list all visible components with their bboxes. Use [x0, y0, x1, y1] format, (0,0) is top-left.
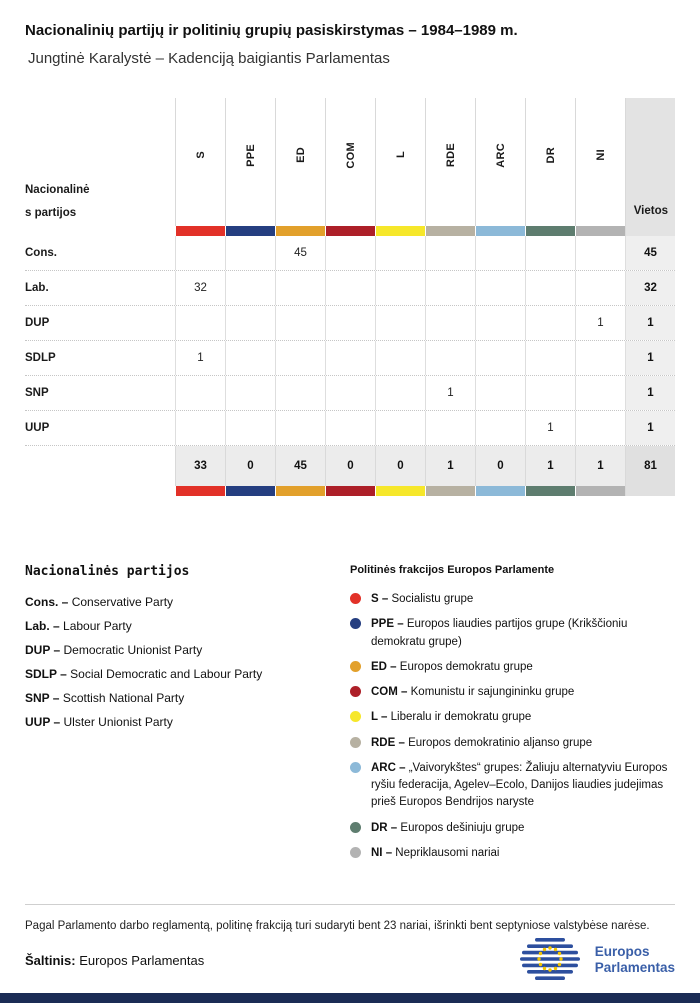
legend-dot-ed: [350, 661, 361, 672]
source-line: [25, 953, 204, 968]
column-header-ed: ED: [275, 98, 325, 226]
table-row: [25, 236, 675, 271]
total-cell: 1: [525, 446, 575, 486]
group-legend-heading: Politinės frakcijos Europos Parlamente: [350, 564, 555, 576]
column-header-com: COM: [325, 98, 375, 226]
value-cell: [525, 271, 575, 305]
legend-dot-s: [350, 593, 361, 604]
group-legend-item: RDE – Europos demokratinio aljanso grupe: [350, 735, 675, 752]
party-label: UUP: [25, 422, 50, 434]
seats-cell: 45: [625, 236, 675, 270]
color-bar-s: [175, 226, 225, 236]
total-cell: 0: [225, 446, 275, 486]
logo-line-2: Parlamentas: [594, 960, 675, 975]
seats-total-extension: [625, 486, 675, 496]
value-cell: [475, 236, 525, 270]
value-cell: [275, 341, 325, 375]
logo-wordmark: [595, 944, 675, 975]
value-cell: [275, 376, 325, 410]
party-legend-item: DUP – Democratic Unionist Party: [25, 643, 203, 657]
bottom-accent-bar: [0, 993, 700, 1003]
seats-cell: 1: [625, 411, 675, 445]
color-bar-rde: [425, 226, 475, 236]
color-bar-ppe: [225, 486, 275, 496]
column-header-s: S: [175, 98, 225, 226]
value-cell: [425, 236, 475, 270]
european-parliament-logo: [513, 937, 675, 983]
value-cell: [225, 341, 275, 375]
value-cell: [325, 271, 375, 305]
row-header-label: Nacionalinės partijos: [25, 184, 90, 219]
value-cell: [575, 376, 625, 410]
party-legend-heading: Nacionalinės partijos: [25, 564, 190, 579]
legend-dot-rde: [350, 737, 361, 748]
party-legend-item: UUP – Ulster Unionist Party: [25, 715, 173, 729]
color-bar-com: [325, 226, 375, 236]
value-cell: [275, 306, 325, 340]
group-legend-item: S – Socialistu grupe: [350, 591, 675, 608]
value-cell: [225, 376, 275, 410]
value-cell: [525, 341, 575, 375]
party-legend-item: SDLP – Social Democratic and Labour Party: [25, 667, 263, 681]
value-cell: [475, 306, 525, 340]
color-bar-com: [325, 486, 375, 496]
total-cell: 1: [425, 446, 475, 486]
color-bar-row-bottom: [25, 486, 675, 496]
spacer-cell: [25, 226, 175, 236]
seats-cell: 32: [625, 271, 675, 305]
value-cell: [325, 236, 375, 270]
value-cell: [325, 341, 375, 375]
value-cell: [325, 306, 375, 340]
value-cell: 1: [525, 411, 575, 445]
table-row: [25, 376, 675, 411]
legend-dot-arc: [350, 762, 361, 773]
value-cell: [175, 306, 225, 340]
group-legend-item: ED – Europos demokratu grupe: [350, 659, 675, 676]
party-legend: [25, 564, 350, 870]
value-cell: 45: [275, 236, 325, 270]
column-header-dr: DR: [525, 98, 575, 226]
value-cell: [225, 411, 275, 445]
color-bar-ppe: [225, 226, 275, 236]
group-legend-item: NI – Nepriklausomi nariai: [350, 845, 675, 862]
total-cell: 1: [575, 446, 625, 486]
value-cell: [475, 271, 525, 305]
color-bar-ed: [275, 226, 325, 236]
logo-line-1: Europos: [594, 944, 650, 960]
legend-dot-dr: [350, 822, 361, 833]
party-label: SDLP: [25, 352, 56, 364]
value-cell: [375, 236, 425, 270]
party-label: DUP: [25, 317, 50, 329]
value-cell: [425, 411, 475, 445]
table-row: [25, 306, 675, 341]
value-cell: [375, 271, 425, 305]
color-bar-ni: [575, 226, 625, 236]
value-cell: [325, 411, 375, 445]
color-bar-dr: [525, 226, 575, 236]
value-cell: [575, 271, 625, 305]
row-header-cell: [25, 98, 175, 226]
seats-table: [25, 98, 675, 496]
value-cell: [225, 271, 275, 305]
page-subtitle: Jungtinė Karalystė – Kadenciją baigiantis Parlamentas: [28, 50, 390, 67]
value-cell: [575, 236, 625, 270]
group-legend-item: ARC – „Vaivorykštes“ grupes: Žaliuju alternatyviu Europos ryšiu federacija, Agelev–Ecolo, Danijos liaudies judejimas prieš Europos Bendrijos naryste: [350, 760, 675, 812]
value-cell: [375, 411, 425, 445]
value-cell: [275, 411, 325, 445]
value-cell: [325, 376, 375, 410]
color-bar-row-top: [25, 226, 675, 236]
color-bar-arc: [475, 226, 525, 236]
value-cell: [425, 341, 475, 375]
total-cell: 33: [175, 446, 225, 486]
value-cell: [175, 376, 225, 410]
party-label: Lab.: [25, 282, 49, 294]
spacer-cell: [25, 486, 175, 496]
value-cell: [375, 341, 425, 375]
party-label: Cons.: [25, 247, 57, 259]
total-cell: 0: [475, 446, 525, 486]
table-header-row: [25, 98, 675, 226]
legend-dot-ni: [350, 847, 361, 858]
total-cell: 0: [325, 446, 375, 486]
color-bar-dr: [525, 486, 575, 496]
legend-dot-l: [350, 711, 361, 722]
totals-label-cell: [25, 446, 175, 486]
party-legend-item: Lab. – Labour Party: [25, 619, 132, 633]
value-cell: [475, 411, 525, 445]
value-cell: 1: [175, 341, 225, 375]
table-row: [25, 271, 675, 306]
divider: [25, 904, 675, 905]
value-cell: [475, 341, 525, 375]
value-cell: [525, 306, 575, 340]
group-legend-item: DR – Europos dešiniuju grupe: [350, 820, 675, 837]
group-legend-item: PPE – Europos liaudies partijos grupe (Krikščioniu demokratu grupe): [350, 616, 675, 651]
value-cell: [575, 411, 625, 445]
legend-dot-com: [350, 686, 361, 697]
value-cell: [175, 411, 225, 445]
footnote-text: Pagal Parlamento darbo reglamentą, politinę frakciją turi sudaryti bent 23 nariai, išrinkti bent septyniose valstybėse narėse.: [25, 920, 650, 932]
column-header-rde: RDE: [425, 98, 475, 226]
value-cell: [525, 236, 575, 270]
column-header-ppe: PPE: [225, 98, 275, 226]
color-bar-rde: [425, 486, 475, 496]
seats-cell: 1: [625, 341, 675, 375]
legend-section: [25, 564, 675, 870]
group-legend-item: COM – Komunistu ir sajungininku grupe: [350, 684, 675, 701]
value-cell: [225, 236, 275, 270]
column-header-ni: NI: [575, 98, 625, 226]
value-cell: [425, 306, 475, 340]
page-title: Nacionalinių partijų ir politinių grupių pasiskirstymas – 1984–1989 m.: [25, 22, 518, 39]
table-row: [25, 341, 675, 376]
party-legend-item: SNP – Scottish National Party: [25, 691, 185, 705]
ep-hemicycle-icon: [513, 937, 587, 983]
total-seats-cell: 81: [625, 446, 675, 486]
value-cell: [525, 376, 575, 410]
column-header-seats: Vietos: [625, 98, 675, 226]
total-cell: 0: [375, 446, 425, 486]
group-legend: [350, 564, 675, 870]
seats-cell: 1: [625, 306, 675, 340]
value-cell: 32: [175, 271, 225, 305]
color-bar-arc: [475, 486, 525, 496]
seats-header-extension: [625, 226, 675, 236]
totals-row: [25, 446, 675, 486]
value-cell: [275, 271, 325, 305]
value-cell: [375, 306, 425, 340]
color-bar-s: [175, 486, 225, 496]
seats-cell: 1: [625, 376, 675, 410]
value-cell: [475, 376, 525, 410]
legend-dot-ppe: [350, 618, 361, 629]
column-header-l: L: [375, 98, 425, 226]
party-label: SNP: [25, 387, 49, 399]
color-bar-l: [375, 226, 425, 236]
value-cell: [375, 376, 425, 410]
table-row: [25, 411, 675, 446]
value-cell: [225, 306, 275, 340]
source-label: Šaltinis:: [25, 952, 76, 968]
value-cell: [575, 341, 625, 375]
party-legend-item: Cons. – Conservative Party: [25, 595, 174, 609]
column-header-arc: ARC: [475, 98, 525, 226]
value-cell: 1: [575, 306, 625, 340]
source-value: Europos Parlamentas: [79, 952, 205, 968]
color-bar-ni: [575, 486, 625, 496]
color-bar-ed: [275, 486, 325, 496]
footer: [25, 937, 675, 983]
color-bar-l: [375, 486, 425, 496]
value-cell: 1: [425, 376, 475, 410]
total-cell: 45: [275, 446, 325, 486]
value-cell: [175, 236, 225, 270]
value-cell: [425, 271, 475, 305]
group-legend-item: L – Liberalu ir demokratu grupe: [350, 709, 675, 726]
